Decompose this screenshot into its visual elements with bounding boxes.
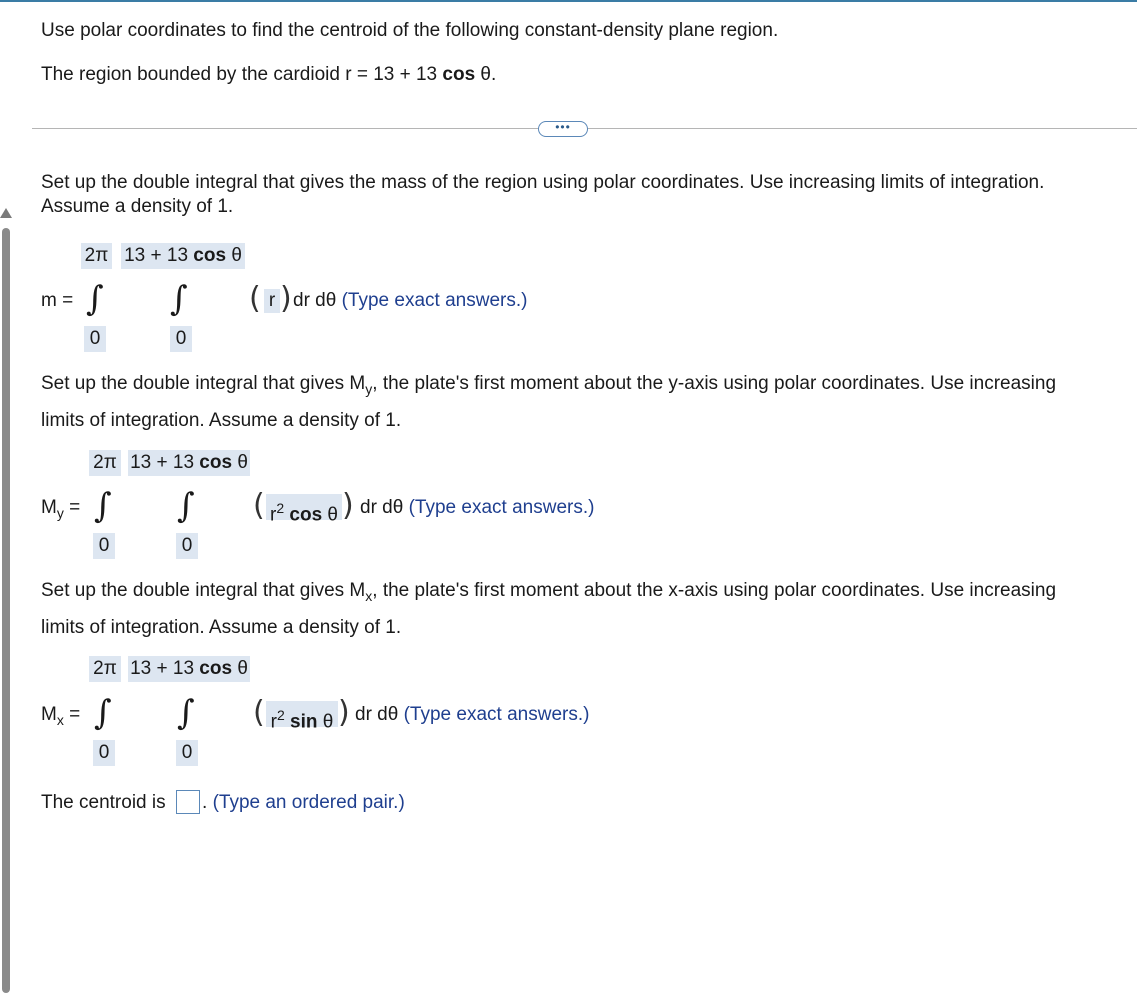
mass-hint: (Type exact answers.) bbox=[341, 290, 528, 311]
mass-tail bbox=[293, 290, 527, 312]
my-instruction bbox=[41, 368, 1101, 437]
centroid-answer-input[interactable] bbox=[176, 790, 200, 814]
mass-outer-lower-limit[interactable]: 0 bbox=[84, 326, 106, 352]
mx-integrand-theta: θ bbox=[317, 711, 334, 733]
my-close-paren: ) bbox=[342, 488, 354, 523]
mx-inner-upper-text: 13 + 13 bbox=[130, 658, 200, 679]
mx-label bbox=[41, 704, 80, 728]
mx-inner-upper-theta: θ bbox=[232, 658, 248, 679]
my-instruction-text: Set up the double integral that gives M bbox=[41, 373, 366, 394]
mx-inner-upper-limit[interactable] bbox=[128, 656, 250, 682]
question-line-2 bbox=[41, 64, 496, 86]
my-inner-integral-sign: ∫ bbox=[177, 486, 195, 526]
mass-inner-integral-sign: ∫ bbox=[170, 279, 188, 319]
mx-hint: (Type exact answers.) bbox=[403, 704, 590, 725]
expand-more-button[interactable]: ••• bbox=[538, 121, 588, 137]
my-label bbox=[41, 497, 80, 521]
mx-integrand-exp: 2 bbox=[276, 707, 285, 723]
mx-instruction bbox=[41, 575, 1101, 644]
scroll-up-arrow-icon[interactable] bbox=[0, 208, 12, 218]
my-inner-upper-text: 13 + 13 bbox=[130, 452, 200, 473]
mass-outer-integral-sign: ∫ bbox=[86, 279, 104, 319]
my-inner-upper-cos: cos bbox=[199, 452, 233, 473]
mx-inner-lower-limit[interactable]: 0 bbox=[176, 740, 198, 766]
centroid-label: The centroid is bbox=[41, 792, 166, 813]
mass-inner-upper-theta: θ bbox=[226, 245, 242, 266]
question-line-2-cos: cos bbox=[442, 64, 476, 85]
mx-integrand-fn: sin bbox=[290, 711, 318, 733]
scrollbar[interactable] bbox=[0, 108, 12, 888]
mx-label-sub: x bbox=[56, 711, 64, 728]
mass-inner-upper-limit[interactable] bbox=[121, 243, 245, 269]
question-line-2-end: θ. bbox=[475, 64, 497, 85]
top-border bbox=[0, 0, 1137, 2]
mass-label: m = bbox=[41, 290, 74, 311]
my-label-m: M bbox=[41, 497, 57, 518]
mx-label-eq: = bbox=[63, 704, 81, 725]
my-open-paren: ( bbox=[253, 488, 265, 523]
mass-integrand[interactable]: r bbox=[264, 289, 280, 313]
my-label-sub: y bbox=[56, 504, 64, 521]
my-instruction-sub: y bbox=[365, 380, 373, 397]
mx-differential: dr dθ bbox=[355, 704, 399, 725]
mass-instruction: Set up the double integral that gives the mass of the region using polar coordinates. Use increasing limits of integration. Assume a density of 1. bbox=[41, 172, 1045, 217]
centroid-tail bbox=[202, 792, 405, 814]
my-inner-upper-theta: θ bbox=[232, 452, 248, 473]
my-outer-upper-limit[interactable]: 2π bbox=[89, 450, 121, 476]
centroid-period: . bbox=[202, 792, 208, 813]
mx-open-paren: ( bbox=[253, 695, 265, 730]
my-integrand-r: r bbox=[269, 504, 277, 526]
my-differential: dr dθ bbox=[360, 497, 404, 518]
my-outer-lower-limit[interactable]: 0 bbox=[93, 533, 115, 559]
mx-instruction-rest: , the plate's first moment about the x-axis using polar coordinates. Use increasing limits of integration. Assume a density of 1. bbox=[41, 580, 1057, 638]
mx-tail bbox=[355, 704, 589, 726]
my-label-eq: = bbox=[63, 497, 81, 518]
my-integrand-exp: 2 bbox=[276, 500, 285, 516]
my-tail bbox=[360, 497, 594, 519]
mx-close-paren: ) bbox=[338, 695, 350, 730]
my-outer-integral-sign: ∫ bbox=[94, 486, 112, 526]
question-line-2-text: The region bounded by the cardioid r = 13 + 13 bbox=[41, 64, 443, 85]
mass-open-paren: ( bbox=[249, 281, 261, 316]
my-integrand[interactable] bbox=[266, 494, 342, 526]
mx-inner-integral-sign: ∫ bbox=[177, 693, 195, 733]
mass-close-paren: ) bbox=[280, 281, 292, 316]
mx-instruction-sub: x bbox=[365, 587, 373, 604]
mx-outer-upper-limit[interactable]: 2π bbox=[89, 656, 121, 682]
my-inner-upper-limit[interactable] bbox=[128, 450, 250, 476]
mx-instruction-text: Set up the double integral that gives M bbox=[41, 580, 366, 601]
scrollbar-thumb[interactable] bbox=[2, 228, 10, 993]
mx-outer-lower-limit[interactable]: 0 bbox=[93, 740, 115, 766]
mx-label-m: M bbox=[41, 704, 57, 725]
my-hint: (Type exact answers.) bbox=[408, 497, 595, 518]
my-inner-lower-limit[interactable]: 0 bbox=[176, 533, 198, 559]
mx-inner-upper-cos: cos bbox=[199, 658, 233, 679]
my-integrand-fn: cos bbox=[289, 504, 323, 526]
mx-integrand[interactable] bbox=[266, 701, 338, 733]
mass-inner-upper-text: 13 + 13 bbox=[124, 245, 194, 266]
mass-differential: dr dθ bbox=[293, 290, 337, 311]
mx-integrand-r: r bbox=[270, 711, 277, 733]
my-integrand-theta: θ bbox=[322, 504, 338, 526]
mass-inner-upper-cos: cos bbox=[193, 245, 227, 266]
mass-outer-upper-limit[interactable]: 2π bbox=[81, 243, 112, 269]
mass-inner-lower-limit[interactable]: 0 bbox=[170, 326, 192, 352]
centroid-hint: (Type an ordered pair.) bbox=[212, 792, 405, 813]
my-instruction-rest: , the plate's first moment about the y-axis using polar coordinates. Use increasing limits of integration. Assume a density of 1. bbox=[41, 373, 1057, 431]
question-line-1: Use polar coordinates to find the centroid of the following constant-density plane region. bbox=[41, 20, 779, 41]
mx-outer-integral-sign: ∫ bbox=[94, 693, 112, 733]
